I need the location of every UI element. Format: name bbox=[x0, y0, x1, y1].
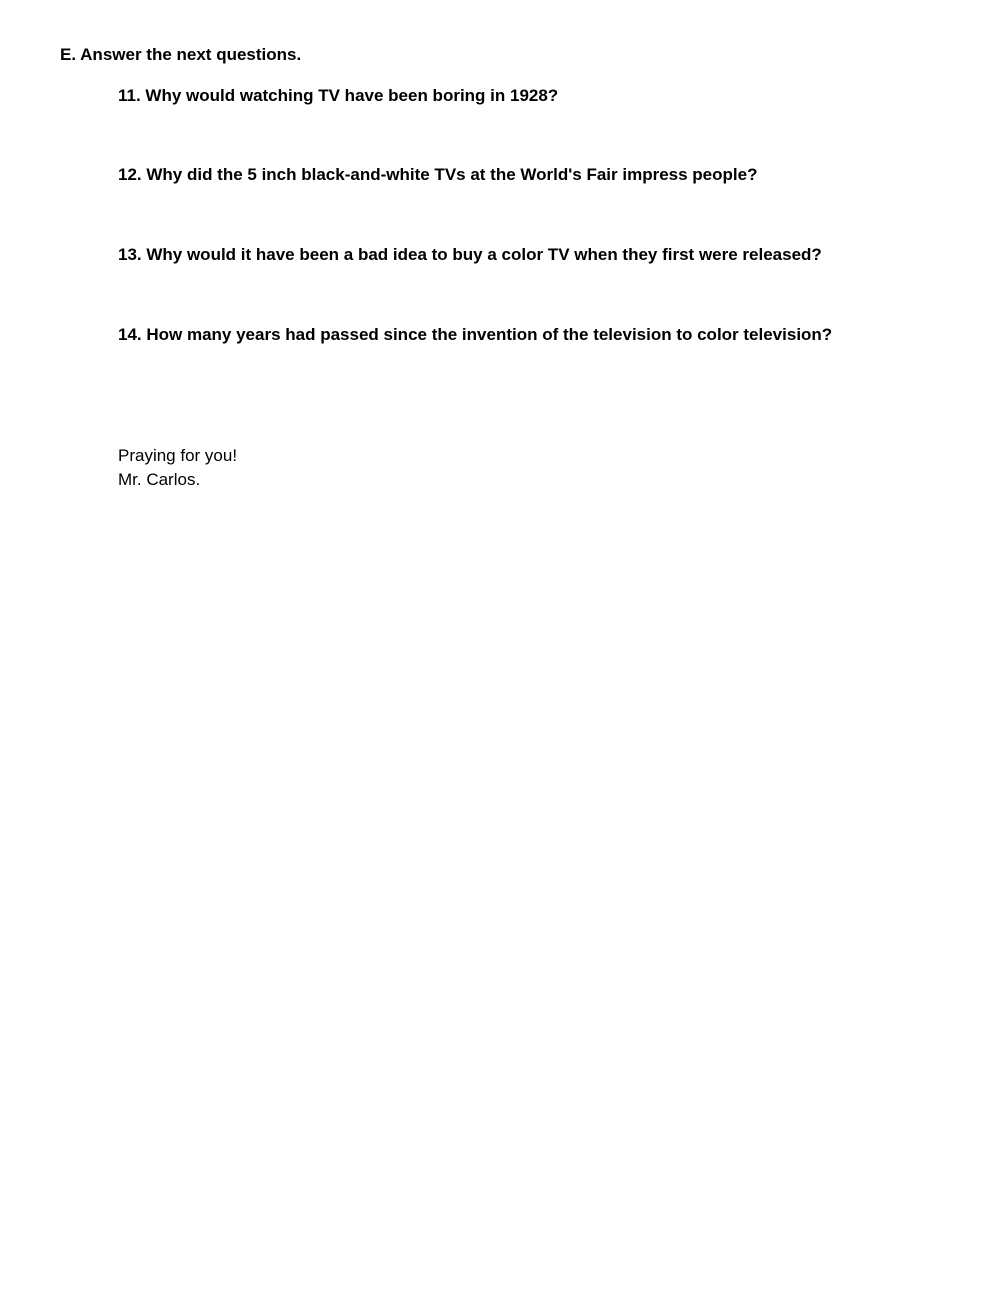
question-11: 11. Why would watching TV have been boring in 1928? bbox=[118, 86, 559, 105]
closing-message: Praying for you! bbox=[118, 446, 238, 465]
question-13: 13. Why would it have been a bad idea to buy a color TV when they first were released? bbox=[118, 245, 822, 264]
question-12: 12. Why did the 5 inch black-and-white TVs at the World's Fair impress people? bbox=[118, 165, 758, 184]
author-signature: Mr. Carlos. bbox=[118, 470, 201, 489]
question-14: 14. How many years had passed since the invention of the television to color television? bbox=[118, 325, 833, 344]
closing-note bbox=[118, 444, 237, 492]
section-heading: E. Answer the next questions. bbox=[60, 45, 302, 64]
